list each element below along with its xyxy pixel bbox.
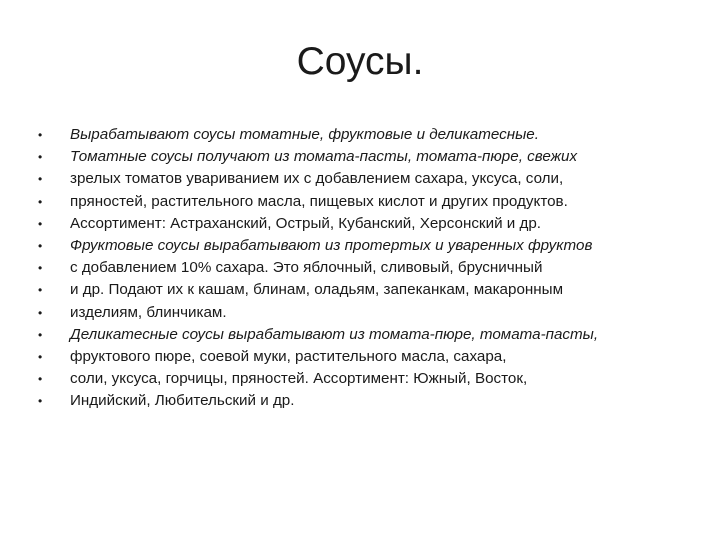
- bullet-dot-icon: •: [38, 261, 43, 276]
- bullet-line: [38, 168, 698, 190]
- bullet-line: [38, 346, 698, 368]
- bullet-dot-icon: •: [38, 394, 43, 409]
- bullet-dot-icon: •: [38, 372, 43, 387]
- bullet-text: с добавлением 10% сахара. Это яблочный, сливовый, брусничный: [70, 259, 543, 277]
- bullet-dot-icon: •: [38, 194, 43, 209]
- bullet-dot-icon: •: [38, 238, 43, 253]
- bullet-line: [38, 213, 698, 235]
- bullet-line: [38, 191, 698, 213]
- bullet-line: [38, 124, 698, 146]
- bullet-line: [38, 257, 698, 279]
- bullet-line: [38, 235, 698, 257]
- bullet-line: [38, 146, 698, 168]
- bullet-text: пряностей, растительного масла, пищевых кислот и других продуктов.: [70, 192, 568, 210]
- bullet-dot-icon: •: [38, 305, 43, 320]
- bullet-dot-icon: •: [38, 349, 43, 364]
- bullet-dot-icon: •: [38, 150, 43, 165]
- bullet-text: соли, уксуса, горчицы, пряностей. Ассортимент: Южный, Восток,: [70, 370, 528, 388]
- bullet-dot-icon: •: [38, 172, 43, 187]
- bullet-dot-icon: •: [38, 216, 43, 231]
- bullet-text: Томатные соусы получают из томата-пасты, томата-пюре, свежих: [70, 148, 578, 166]
- bullet-text: Ассортимент: Астраханский, Острый, Кубанский, Херсонский и др.: [70, 214, 541, 232]
- bullet-text: Деликатесные соусы вырабатывают из томата-пюре, томата-пасты,: [70, 325, 599, 343]
- bullet-line: [38, 390, 698, 412]
- bullet-text: и др. Подают их к кашам, блинам, оладьям, запеканкам, макаронным: [70, 281, 564, 299]
- bullet-text: изделиям, блинчикам.: [70, 303, 227, 321]
- bullet-dot-icon: •: [38, 283, 43, 298]
- bullet-text: Фруктовые соусы вырабатывают из протертых и уваренных фруктов: [70, 236, 593, 254]
- bullet-line: [38, 302, 698, 324]
- bullet-text: фруктового пюре, соевой муки, растительного масла, сахара,: [70, 347, 507, 365]
- bullet-dot-icon: •: [38, 128, 43, 142]
- bullet-list: [38, 124, 698, 412]
- bullet-text: Вырабатывают соусы томатные, фруктовые и деликатесные.: [70, 126, 539, 143]
- bullet-line: [38, 324, 698, 346]
- bullet-line: [38, 279, 698, 301]
- bullet-dot-icon: •: [38, 327, 43, 342]
- bullet-text: зрелых томатов увариванием их с добавлением сахара, уксуса, соли,: [70, 170, 564, 188]
- slide-title: Соусы.: [296, 40, 424, 83]
- bullet-line: [38, 368, 698, 390]
- bullet-text: Индийский, Любительский и др.: [70, 392, 295, 410]
